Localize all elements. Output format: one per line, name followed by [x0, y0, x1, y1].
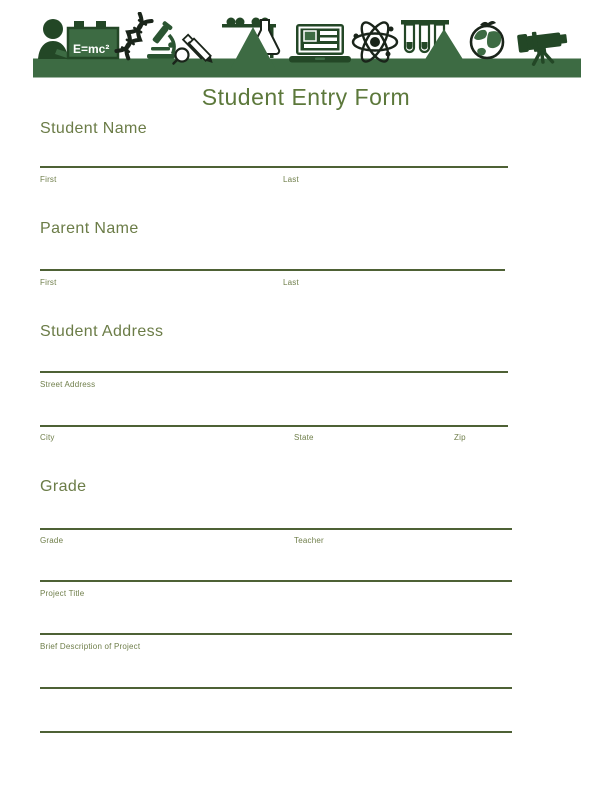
microscope-icon — [147, 20, 175, 58]
laptop-icon — [289, 24, 351, 63]
teacher-label: Teacher — [294, 536, 324, 545]
student-last-label: Last — [283, 175, 299, 184]
grade-label: Grade — [40, 536, 64, 545]
student-name-field-line[interactable] — [40, 166, 508, 168]
equation-board-icon — [68, 21, 118, 58]
description-field-line-3[interactable] — [40, 731, 512, 733]
equation-text: E=mc² — [73, 42, 110, 56]
scientist-icon — [38, 19, 70, 59]
section-heading-parent-name: Parent Name — [40, 220, 139, 237]
globe-icon — [471, 21, 503, 58]
parent-last-label: Last — [283, 278, 299, 287]
description-field-line-2[interactable] — [40, 687, 512, 689]
page-title: Student Entry Form — [201, 84, 411, 110]
street-address-label: Street Address — [40, 380, 96, 389]
state-label: State — [294, 433, 314, 442]
parent-first-label: First — [40, 278, 57, 287]
student-first-label: First — [40, 175, 57, 184]
city-label: City — [40, 433, 55, 442]
project-description-label: Brief Description of Project — [40, 642, 141, 651]
parent-name-field-line[interactable] — [40, 269, 505, 271]
section-heading-grade: Grade — [40, 478, 87, 495]
atom-icon — [353, 19, 397, 66]
bird-icon — [480, 21, 496, 27]
section-heading-student-name: Student Name — [40, 120, 148, 137]
street-address-field-line[interactable] — [40, 371, 508, 373]
dna-icon — [116, 14, 151, 59]
city-state-zip-field-line[interactable] — [40, 425, 508, 427]
project-title-field-line[interactable] — [40, 580, 512, 582]
section-heading-student-address: Student Address — [40, 323, 164, 340]
zip-label: Zip — [454, 433, 466, 442]
grade-teacher-field-line[interactable] — [40, 528, 512, 530]
project-title-label: Project Title — [40, 589, 85, 598]
description-field-line-1[interactable] — [40, 633, 512, 635]
science-banner — [30, 12, 582, 78]
